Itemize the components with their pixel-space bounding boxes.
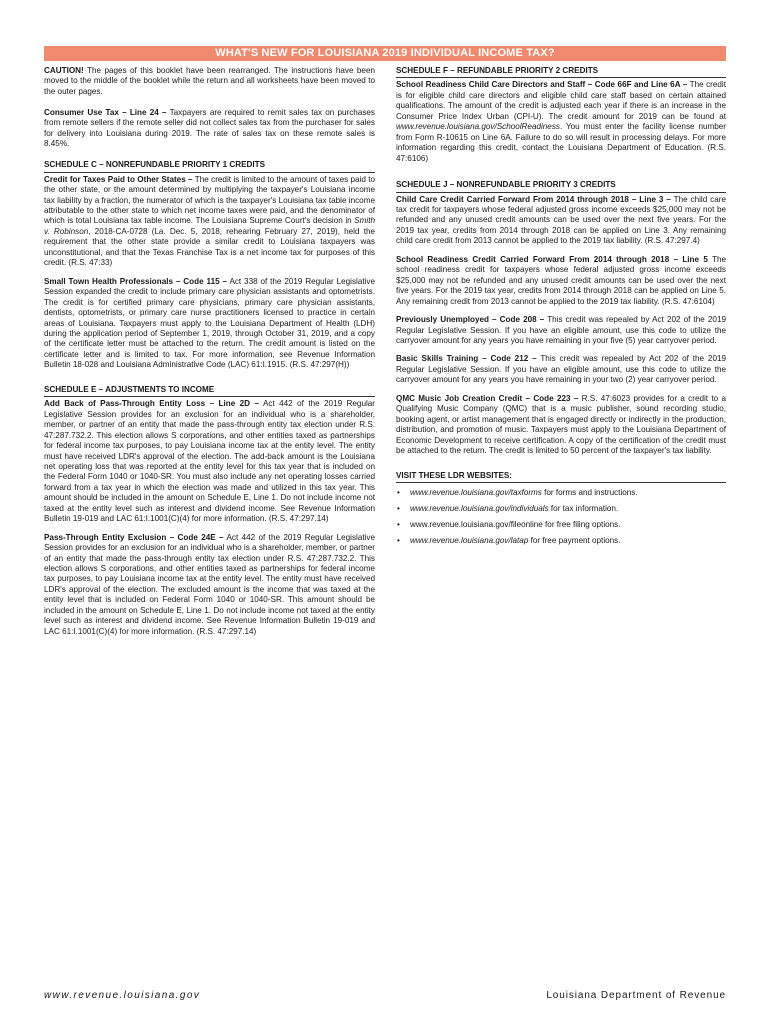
add-back-title: Add Back of Pass-Through Entity Loss – Line 2D – bbox=[44, 399, 259, 409]
page-title: WHAT'S NEW FOR LOUISIANA 2019 INDIVIDUAL INCOME TAX? bbox=[215, 47, 555, 59]
website-desc: for forms and instructions. bbox=[541, 487, 638, 497]
websites-heading: VISIT THESE LDR WEBSITES: bbox=[396, 471, 726, 483]
credit-other-states-text-b: , 2018-CA-0728 (La. Dec. 5, 2018, rehearing February 27, 2019), held the requirement that the other state provide a similar credit to Louisiana taxpayers was unconstitutional, and that the Texas Franchise Tax is a net income tax for purposes of this credit. (R.S. 47:33) bbox=[44, 226, 375, 268]
basic-skills-text: This credit was repealed by Act 202 of the 2019 Regular Legislative Session. If you have an eligible amount, use this code to utilize the carryover amount for any years you have remaining in your two (2) year carryover period. bbox=[396, 354, 726, 385]
bullet-icon: • bbox=[397, 503, 400, 513]
footer-website-link[interactable]: www.revenue.louisiana.gov bbox=[44, 990, 201, 1001]
previously-unemployed-text: This credit was repealed by Act 202 of the 2019 Regular Legislative Session. If you have an eligible amount, use this code to utilize the carryover amount for any years you have remaining in your five (5) year carryover period. bbox=[396, 315, 726, 345]
child-care-carryforward-text: The child care tax credit for taxpayers whose federal adjusted gross income exceeds $25,000 may not be refunded and any unused credit amounts can be used over the next five years. For the 2019 tax year, credits from 2014 through 2018 can be applied on Line 3. Any remaining child care credit from 2013 cannot be applied to the 2019 tax liability. (R.S. 47:297.4) bbox=[396, 194, 726, 246]
schedule-e-heading: SCHEDULE E – ADJUSTMENTS TO INCOME bbox=[44, 385, 375, 397]
list-item bbox=[396, 504, 726, 514]
bullet-icon: • bbox=[397, 487, 400, 497]
right-column bbox=[396, 66, 726, 552]
list-item bbox=[396, 488, 726, 498]
bullet-icon: • bbox=[397, 535, 400, 545]
school-readiness-link[interactable]: www.revenue.louisiana.gov/SchoolReadiness bbox=[396, 122, 560, 132]
basic-skills-paragraph bbox=[396, 354, 726, 385]
qmc-music-paragraph bbox=[396, 394, 726, 457]
child-care-carryforward-paragraph bbox=[396, 195, 726, 247]
add-back-text: Act 442 of the 2019 Regular Legislative Session provides for an exclusion for an individual who is a shareholder, member, or partner of an entity that made the pass-through entity tax election under R.S. 47:287.732.2. This election allows S corporations, and other entities taxed as partnerships for federal income tax purposes, to pay Louisiana income tax at the entity level. The entity must have received LDR's approval of the election. The add-back amount is the Louisiana net operating loss that was reported at the entity level for this tax year that is included on the Federal Form 1040 or 1040-SR. You must also include any net operating losses carried forward from a tax year in which the election was made and utilized in this tax year. This amount should be included in the amount on Schedule E, Line 1. Do not include income not taxed at the entity level such as interest and dividend income. See Revenue Information Bulletin 19-019 and LAC 61:I.1001(C)(4) for more information. (R.S. 47:297.14) bbox=[44, 399, 375, 524]
consumer-use-tax-title: Consumer Use Tax – Line 24 – bbox=[44, 107, 167, 117]
case-name: Smith v. Robinson bbox=[44, 216, 375, 236]
previously-unemployed-title: Previously Unemployed – Code 208 – bbox=[396, 315, 545, 325]
school-readiness-carryforward-title: School Readiness Credit Carried Forward From 2014 through 2018 – Line 5 bbox=[396, 254, 708, 264]
child-care-carryforward-title: Child Care Credit Carried Forward From 2014 through 2018 – Line 3 – bbox=[396, 194, 671, 204]
pass-through-exclusion-text: Act 442 of the 2019 Regular Legislative Session provides for an exclusion for an individual who is a shareholder, member, or partner of an entity that made the pass-through entity tax election under R.S. 47:287.732.2. This election allows S corporations, and other entities taxed as partnerships for federal income tax purposes, to pay Louisiana income tax at the entity level. The entity must have received LDR's approval of the election. The excluded amount is the income that was taxed at the entity level that is included on Federal Form 1040 or 1040-SR. This amount should be included in the amount on Schedule E, Line 1. Do not include income not taxed at the entity level such as interest and dividend income. See Revenue Information Bulletin 19-019 and LAC 61:I.1001(C)(4) for more information. (R.S. 47:297.14) bbox=[44, 532, 375, 636]
left-column bbox=[44, 66, 375, 637]
school-readiness-title: School Readiness Child Care Directors and Staff – Code 66F and Line 6A – bbox=[396, 80, 688, 90]
pass-through-exclusion-paragraph bbox=[44, 533, 375, 638]
credit-other-states-title: Credit for Taxes Paid to Other States – bbox=[44, 174, 193, 184]
small-town-health-paragraph bbox=[44, 277, 375, 371]
schedule-c-heading: SCHEDULE C – NONREFUNDABLE PRIORITY 1 CREDITS bbox=[44, 160, 375, 172]
website-desc: for tax information. bbox=[548, 503, 619, 513]
website-link-fileonline[interactable]: www.revenue.louisiana.gov/fileonline bbox=[410, 519, 543, 529]
school-readiness-carryforward-paragraph bbox=[396, 255, 726, 307]
website-link-latap[interactable]: www.revenue.louisiana.gov/latap bbox=[410, 535, 529, 545]
qmc-music-text: R.S. 47:6023 provides for a credit to a Qualifying Music Company (QMC) that is a music publisher, sound recording studio, booking agent, or artist management that is engaged directly or indirectly in the production, distribution, and promotion of music. Taxpayers must apply to the Louisiana Department of Economic Development to receive certification. A copy of the certification of the credit must be attached to the return. The credit is limited to 50 percent of the taxpayer's tax liability. bbox=[396, 393, 726, 456]
school-readiness-text-b: . You must enter the facility license number from Form R-10615 on Line 6A. Failure to do so will result in processing delays. For more information regarding this credit, contact the Louisiana Department of Education. (R.S. 47:6106) bbox=[396, 122, 726, 163]
small-town-health-title: Small Town Health Professionals – Code 115 – bbox=[44, 276, 228, 286]
list-item bbox=[396, 536, 726, 546]
schedule-f-heading: SCHEDULE F – REFUNDABLE PRIORITY 2 CREDITS bbox=[396, 66, 726, 78]
list-item bbox=[396, 520, 726, 530]
website-link-individuals[interactable]: www.revenue.louisiana.gov/individuals bbox=[410, 503, 549, 513]
website-desc: for free payment options. bbox=[528, 535, 621, 545]
website-desc: for free filing options. bbox=[542, 519, 621, 529]
schedule-j-heading: SCHEDULE J – NONREFUNDABLE PRIORITY 3 CREDITS bbox=[396, 180, 726, 192]
basic-skills-title: Basic Skills Training – Code 212 – bbox=[396, 354, 537, 364]
caution-label: CAUTION! bbox=[44, 66, 84, 75]
credit-other-states-text-a: The credit is limited to the amount of taxes paid to the other state, or the amount determined by multiplying the taxpayer's Louisiana income tax liability by a fraction, the numerator of which is the taxpayer's Louisiana tax table income attributable to the other state to which net income taxes were paid, and the denominator of which is total Louisiana tax table income. The Louisiana Supreme Court's decision in bbox=[44, 174, 376, 226]
school-readiness-carryforward-text: The school readiness credit for taxpayers whose federal adjusted gross income exceeds $25,000 may not be refunded and any unused credit amounts can be used over the next five years. For the 2019 tax year, credits from 2014 through 2018 can be applied on Line 5. Any remaining credit from 2013 cannot be applied to the 2019 tax liability. (R.S. 47:6104) bbox=[396, 254, 726, 306]
footer-department: Louisiana Department of Revenue bbox=[546, 990, 726, 1001]
school-readiness-text-a: The credit is for eligible child care directors and eligible child care staff based on certain attained qualifications. The amount of the credit is adjusted each year if there is an increase in the Consumer Price Index Urban (CPI-U). The credit amount for 2019 can be found at bbox=[396, 80, 726, 121]
consumer-use-tax-paragraph bbox=[44, 108, 375, 150]
page-title-banner bbox=[44, 46, 726, 61]
websites-list bbox=[396, 488, 726, 546]
qmc-music-title: QMC Music Job Creation Credit – Code 223 – bbox=[396, 393, 579, 403]
add-back-paragraph bbox=[44, 399, 375, 524]
credit-other-states-paragraph bbox=[44, 175, 375, 269]
website-link-taxforms[interactable]: www.revenue.louisiana.gov/taxforms bbox=[410, 487, 542, 497]
small-town-health-text: Act 338 of the 2019 Regular Legislative Session expanded the credit to include primary care physician assistants and optometrists. The credit is for certified primary care physicians, primary care physician assistants, dentists, optometrists, or primary care nurse practitioners licensed to practice in certain areas of Louisiana. Taxpayers must apply to the Louisiana Department of Health (LDH) during the application period of September 1, 2019, through October 31, 2019, and a copy of the certificate letter must be attached to the return. The credit amount is listed on the certificate letter and is limited to tax. For more information, see Revenue Information Bulletin 18-028 and Louisiana Administrative Code (LAC) 61:I.1915. (R.S. 47:297(H)) bbox=[44, 276, 375, 370]
previously-unemployed-paragraph bbox=[396, 315, 726, 346]
pass-through-exclusion-title: Pass-Through Entity Exclusion – Code 24E – bbox=[44, 532, 224, 542]
consumer-use-tax-text: Taxpayers are required to remit sales tax on purchases from remote sellers if the remote seller did not collect sales tax from the purchaser for sales for delivery into Louisiana during 2019. The rate of sales tax on these remote sales is 8.45%. bbox=[44, 107, 375, 149]
caution-paragraph bbox=[44, 66, 375, 97]
bullet-icon: • bbox=[397, 519, 400, 529]
caution-text: The pages of this booklet have been rearranged. The instructions have been moved to the middle of the booklet while the return and all worksheets have been moved to the outer pages. bbox=[44, 66, 375, 96]
school-readiness-paragraph bbox=[396, 80, 726, 164]
